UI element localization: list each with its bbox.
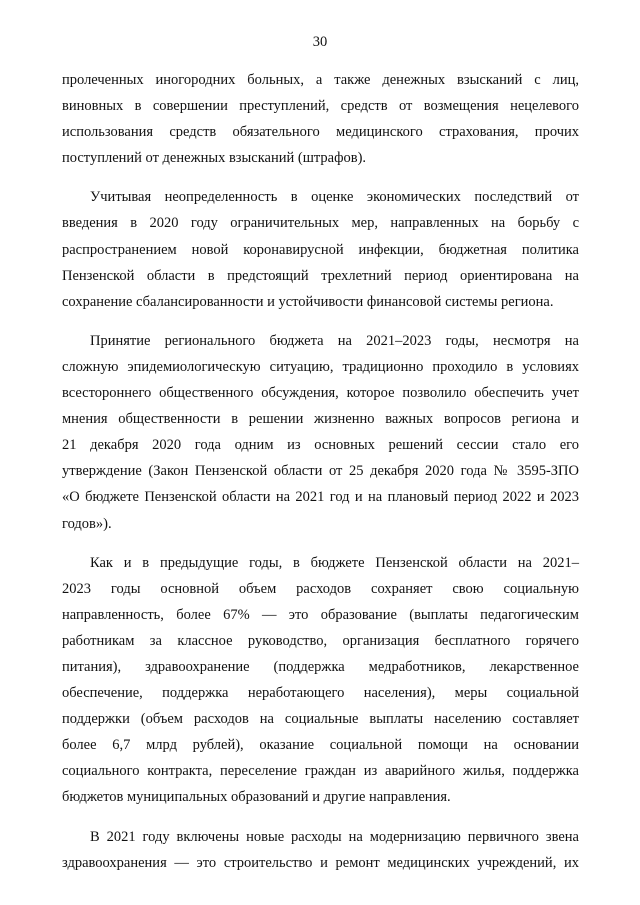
- text-line: более 6,7 млрд рублей), оказание социальной помощи на основании: [62, 737, 579, 754]
- text-line: поступлений от денежных взысканий (штрафов).: [62, 150, 367, 167]
- text-line: 21 декабря 2020 года одним из основных решений сессии стало его: [62, 437, 579, 454]
- text-line: бюджетов муниципальных образований и другие направления.: [62, 789, 451, 806]
- text-line: 2023 годы основной объем расходов сохраняет свою социальную: [62, 580, 579, 597]
- text-line: социального контракта, переселение граждан из аварийного жилья, поддержка: [62, 763, 579, 780]
- text-line: Пензенской области в предстоящий трехлетний период ориентирована на: [62, 267, 579, 284]
- text-line: Как и в предыдущие годы, в бюджете Пензенской области на 2021–: [90, 554, 579, 571]
- text-line: мнения общественности в решении жизненно важных вопросов региона и: [62, 411, 579, 428]
- text-line: виновных в совершении преступлений, средств от возмещения нецелевого: [62, 98, 579, 115]
- text-line: использования средств обязательного медицинского страхования, прочих: [62, 124, 579, 141]
- page-number: 30: [312, 34, 328, 50]
- paragraph: [62, 328, 579, 537]
- text-line: «О бюджете Пензенской области на 2021 год и на плановый период 2022 и 2023: [62, 489, 579, 506]
- text-line: утверждение (Закон Пензенской области от 25 декабря 2020 года № 3595-ЗПО: [62, 463, 579, 480]
- text-line: всестороннего общественного обсуждения, которое позволило обеспечить учет: [62, 385, 579, 402]
- paragraph: [62, 67, 579, 171]
- text-line: введения в 2020 году ограничительных мер, направленных на борьбу с: [62, 215, 579, 232]
- text-line: годов»).: [62, 515, 112, 532]
- text-line: направленность, более 67% — это образование (выплаты педагогическим: [62, 606, 579, 623]
- text-line: пролеченных иногородних больных, а также денежных взысканий с лиц,: [62, 72, 579, 88]
- text-line: Принятие регионального бюджета на 2021–2023 годы, несмотря на: [90, 332, 579, 349]
- text-line: сложную эпидемиологическую ситуацию, традиционно проходило в условиях: [62, 358, 579, 375]
- document-body: [62, 67, 579, 876]
- text-line: работникам за классное руководство, организация бесплатного горячего: [62, 632, 579, 649]
- text-line: питания), здравоохранение (поддержка медработников, лекарственное: [62, 658, 579, 675]
- paragraph: [62, 550, 579, 811]
- text-line: распространением новой коронавирусной инфекции, бюджетная политика: [62, 241, 579, 258]
- text-line: сохранение сбалансированности и устойчивости финансовой системы региона.: [62, 293, 554, 310]
- text-line: обеспечение, поддержка неработающего населения), меры социальной: [62, 685, 579, 702]
- paragraph: [62, 184, 579, 314]
- text-line: В 2021 году включены новые расходы на модернизацию первичного звена: [90, 828, 579, 845]
- text-line: здравоохранения — это строительство и ремонт медицинских учреждений, их: [62, 854, 579, 871]
- paragraph: [62, 824, 579, 876]
- text-line: Учитывая неопределенность в оценке экономических последствий от: [90, 189, 579, 206]
- text-line: поддержки (объем расходов на социальные выплаты населению составляет: [62, 711, 579, 728]
